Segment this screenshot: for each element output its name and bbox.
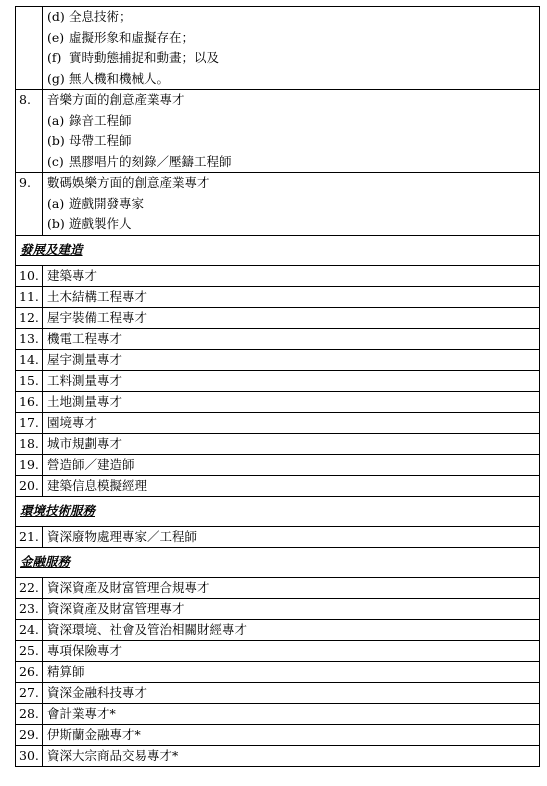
row-number: 11.: [16, 286, 43, 307]
row-number: 10.: [16, 265, 43, 286]
table-row: [16, 703, 540, 724]
table-row: [16, 475, 540, 496]
row-number: 14.: [16, 349, 43, 370]
item-cell: [43, 173, 540, 236]
row-number: 16.: [16, 391, 43, 412]
table-row: [16, 640, 540, 661]
sub-item: (g) 無人機和機械人。: [47, 70, 170, 86]
row-text: 城市規劃專才: [43, 433, 540, 454]
table-row: [16, 598, 540, 619]
table-row: [16, 682, 540, 703]
row-number: 19.: [16, 454, 43, 475]
sub-item: (e) 虛擬形象和虛擬存在；: [47, 29, 195, 45]
row-number: 9.: [16, 173, 43, 236]
row-number: 25.: [16, 640, 43, 661]
row-number: 18.: [16, 433, 43, 454]
row-text: 土地測量專才: [43, 391, 540, 412]
talent-list-document: [15, 6, 539, 767]
table-row: [16, 577, 540, 598]
table-row: [16, 619, 540, 640]
row-number: 23.: [16, 598, 43, 619]
row-text: 資深資產及財富管理合規專才: [43, 577, 540, 598]
table-row: [16, 328, 540, 349]
table-row: [16, 265, 540, 286]
row-number-empty: [16, 7, 43, 90]
row-text: 伊斯蘭金融專才*: [43, 724, 540, 745]
section-heading-row: [16, 547, 540, 577]
item-row-9: [16, 173, 540, 236]
row-text: 資深資產及財富管理專才: [43, 598, 540, 619]
row-number: 17.: [16, 412, 43, 433]
table-row: [16, 526, 540, 547]
row-number: 21.: [16, 526, 43, 547]
sub-item: (a) 錄音工程師: [47, 112, 132, 128]
row-number: 30.: [16, 745, 43, 766]
table-row: [16, 370, 540, 391]
row-text: 土木結構工程專才: [43, 286, 540, 307]
row-number: 8.: [16, 90, 43, 173]
sub-item: (d) 全息技術；: [47, 9, 132, 24]
item-title: 音樂方面的創意產業專才: [47, 92, 185, 107]
section-heading-finance: 金融服務: [16, 547, 540, 577]
sub-item: (f) 實時動態捕捉和動畫；以及: [47, 50, 220, 65]
row-text: 精算師: [43, 661, 540, 682]
section-heading-development: 發展及建造: [16, 235, 540, 265]
table-row: [16, 391, 540, 412]
row-text: 資深環境、社會及管治相關財經專才: [43, 619, 540, 640]
talent-list-table: [15, 6, 540, 767]
row-number: 24.: [16, 619, 43, 640]
list-continuation-cell: [43, 7, 540, 90]
row-text: 屋宇裝備工程專才: [43, 307, 540, 328]
row-text: 資深金融科技專才: [43, 682, 540, 703]
section-heading-row: [16, 496, 540, 526]
table-row: [16, 724, 540, 745]
row-number: 15.: [16, 370, 43, 391]
row-number: 13.: [16, 328, 43, 349]
row-text: 屋宇測量專才: [43, 349, 540, 370]
sub-item: (b) 遊戲製作人: [47, 216, 132, 231]
row-text: 專項保險專才: [43, 640, 540, 661]
row-text: 建築專才: [43, 265, 540, 286]
row-number: 28.: [16, 703, 43, 724]
row-text: 資深大宗商品交易專才*: [43, 745, 540, 766]
item-cell: [43, 90, 540, 173]
row-text: 工料測量專才: [43, 370, 540, 391]
table-row: [16, 454, 540, 475]
row-text: 園境專才: [43, 412, 540, 433]
row-number: 20.: [16, 475, 43, 496]
row-number: 29.: [16, 724, 43, 745]
row-text: 資深廢物處理專家／工程師: [43, 526, 540, 547]
section-heading-row: [16, 235, 540, 265]
row-text: 機電工程專才: [43, 328, 540, 349]
item-row-8: [16, 90, 540, 173]
item-title: 數碼娛樂方面的創意產業專才: [47, 175, 210, 190]
row-number: 26.: [16, 661, 43, 682]
row-number: 22.: [16, 577, 43, 598]
row-text: 營造師／建造師: [43, 454, 540, 475]
row-text: 會計業專才*: [43, 703, 540, 724]
table-row: [16, 412, 540, 433]
row-text: 建築信息模擬經理: [43, 475, 540, 496]
sub-item: (b) 母帶工程師: [47, 133, 132, 148]
table-row: [16, 745, 540, 766]
sub-item: (a) 遊戲開發專家: [47, 195, 145, 211]
sub-item: (c) 黑膠唱片的刻錄／壓鑄工程師: [47, 153, 232, 169]
table-row: [16, 307, 540, 328]
table-row: [16, 349, 540, 370]
row-number: 27.: [16, 682, 43, 703]
row-number: 12.: [16, 307, 43, 328]
table-row: [16, 661, 540, 682]
table-row: [16, 286, 540, 307]
list-continuation-row: [16, 7, 540, 90]
section-heading-environment: 環境技術服務: [16, 496, 540, 526]
table-row: [16, 433, 540, 454]
